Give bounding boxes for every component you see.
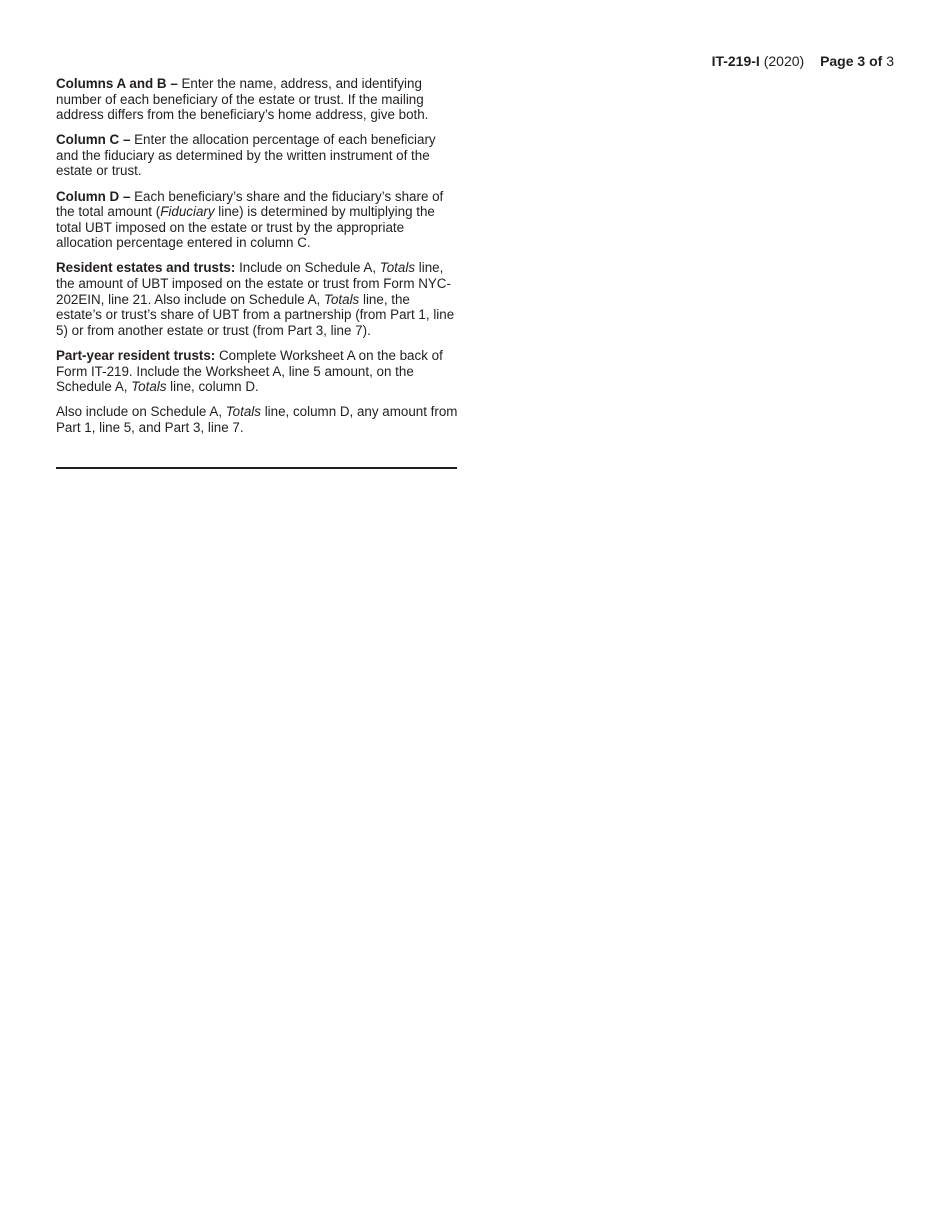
paragraph-resident-estates — [56, 260, 458, 338]
page-header — [712, 53, 894, 70]
paragraph-lead: Part-year resident trusts: — [56, 347, 216, 363]
paragraph-text: line, the estate’s or trust’s share of UBT from a partnership (from Part 1, line 5) or from another estate or trust (from Part 3, line 7). — [56, 291, 455, 338]
paragraph-lead: Column C – — [56, 132, 131, 148]
paragraph-text: line, the amount of UBT imposed on the estate or trust from Form NYC-202EIN, line 21. Also include on Schedule A, — [56, 260, 451, 307]
paragraph-column-d — [56, 189, 458, 251]
form-year: (2020) — [763, 53, 805, 69]
paragraph-text: line, column D. — [166, 379, 259, 395]
paragraph-lead: Columns A and B – — [56, 76, 178, 91]
paragraph-italic: Totals — [379, 260, 416, 276]
paragraph-also-include — [56, 404, 458, 435]
page-label: Page 3 of — [820, 53, 883, 69]
paragraph-text: Each beneficiary’s share and the fiduciary’s share of the total amount ( — [56, 188, 444, 220]
paragraph-italic: Totals — [225, 404, 261, 420]
paragraph-text: Complete Worksheet A on the back of Form IT-219. Include the Worksheet A, line 5 amount, on the Schedule A, — [56, 347, 443, 395]
instructions-column — [56, 76, 458, 445]
form-id: IT-219-I — [711, 53, 760, 69]
paragraph-text: Enter the allocation percentage of each beneficiary and the fiduciary as determined by the written instrument of the estate or trust. — [56, 132, 436, 179]
paragraph-columns-a-b — [56, 76, 458, 123]
paragraph-text: line) is determined by multiplying the total UBT imposed on the estate or trust by the appropriate allocation percentage entered in column C. — [56, 204, 435, 251]
paragraph-text: Also include on Schedule A, — [56, 404, 226, 420]
paragraph-column-c — [56, 132, 458, 179]
paragraph-text: Enter the name, address, and identifying number of each beneficiary of the estate or trust. If the mailing address differs from the beneficiary’s home address, give both. — [56, 76, 429, 123]
paragraph-text: line, column D, any amount from Part 1, line 5, and Part 3, line 7. — [56, 404, 458, 435]
paragraph-italic: Fiduciary — [160, 204, 215, 220]
paragraph-italic: Totals — [131, 379, 167, 395]
paragraph-part-year-trusts — [56, 348, 458, 395]
paragraph-lead: Resident estates and trusts: — [56, 260, 236, 276]
paragraph-italic: Totals — [324, 291, 360, 307]
paragraph-text: Include on Schedule A, — [235, 260, 380, 276]
page-total: 3 — [886, 53, 894, 69]
paragraph-lead: Column D – — [56, 188, 131, 204]
end-rule — [56, 467, 457, 469]
